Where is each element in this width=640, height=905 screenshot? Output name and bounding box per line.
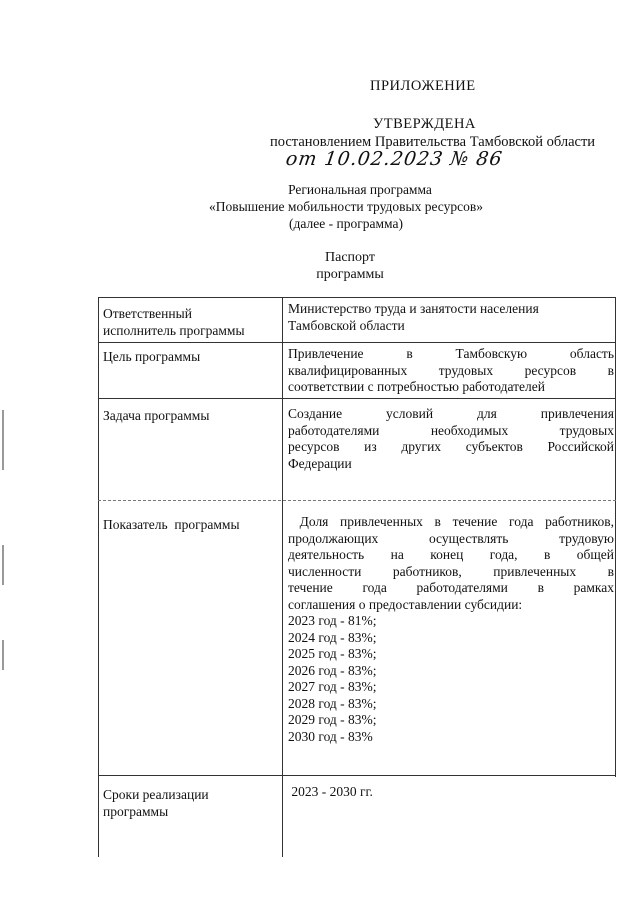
table-row-label [103,408,281,425]
value-line: Министерство труда и занятости населения [288,301,539,316]
scan-mark [2,545,4,585]
passport-heading [0,249,640,283]
value-line: 2024 год - 83%; [288,629,377,645]
table-row-value [288,301,614,334]
value-line: Тамбовской области [288,317,405,333]
table-row-label [103,787,281,820]
value-line: 2028 год - 83%; [288,695,377,711]
program-title-line: Региональная программа [288,182,432,197]
value-line: 2029 год - 83%; [288,712,377,727]
decree-line: постановлением Правительства Тамбовской области [270,134,596,150]
label-line: Сроки реализации [103,787,209,802]
table-border-top [98,297,616,298]
appendix-text: ПРИЛОЖЕНИЕ [370,78,476,94]
table-row-label [103,349,281,366]
table-row-value [288,346,614,396]
table-row-label [103,306,281,339]
value-line: ресурсов из других субъектов Российской [288,439,614,454]
value-line: 2027 год - 83%; [288,679,377,694]
table-row-value [288,406,614,472]
program-title-line: (далее - программа) [289,216,403,231]
value-line: 2025 год - 83%; [288,646,377,661]
scan-mark [2,640,4,670]
value-line: Доля привлеченных в течение года работников, [288,514,614,529]
passport-heading-line: программы [316,267,384,282]
label-line: исполнитель программы [103,322,245,338]
program-title [0,181,640,232]
scan-mark [2,410,4,470]
value-line: течение года работодателями в рамках [288,580,614,595]
value-line: численности работников, привлеченных в [288,563,614,579]
passport-table [98,297,616,857]
value-line: 2026 год - 83%; [288,662,377,678]
value-line: Федерации [288,455,352,471]
table-border-right [615,297,616,777]
table-row-divider [98,342,616,343]
table-row-value [288,514,614,745]
value-line: 2030 год - 83% [288,728,373,744]
table-row-label [103,517,281,534]
value-line: 2023 - 2030 гг. [288,784,373,799]
value-line: деятельность на конец года, в общей [288,547,614,562]
table-column-divider [282,297,283,857]
value-line: квалифицированных трудовых ресурсов в [288,362,614,378]
value-line: соглашения о предоставлении субсидии: [288,596,523,612]
value-line: продолжающих осуществлять трудовую [288,530,614,546]
program-title-line: «Повышение мобильности трудовых ресурсов» [209,199,483,214]
value-line: 2023 год - 81%; [288,613,377,628]
table-row-divider [98,398,616,399]
label-line: Задача программы [103,408,210,423]
table-row-value [288,784,614,801]
table-row-divider [98,775,616,776]
table-row-divider [98,500,616,501]
label-line: Ответственный [103,306,192,321]
value-line: соответствии с потребностью работодателей [288,379,545,394]
value-line: Создание условий для привлечения [288,406,614,421]
passport-heading-line: Паспорт [325,250,375,265]
label-line: Показатель программы [103,517,240,532]
handwritten-date-number: от 10.02.2023 № 86 [284,148,505,170]
value-line: Привлечение в Тамбовскую область [288,346,614,361]
label-line: Цель программы [103,349,201,364]
label-line: программы [103,803,169,819]
table-border-left [98,297,99,857]
approved-label: УТВЕРЖДЕНА [373,116,476,132]
value-line: работодателями необходимых трудовых [288,422,614,438]
